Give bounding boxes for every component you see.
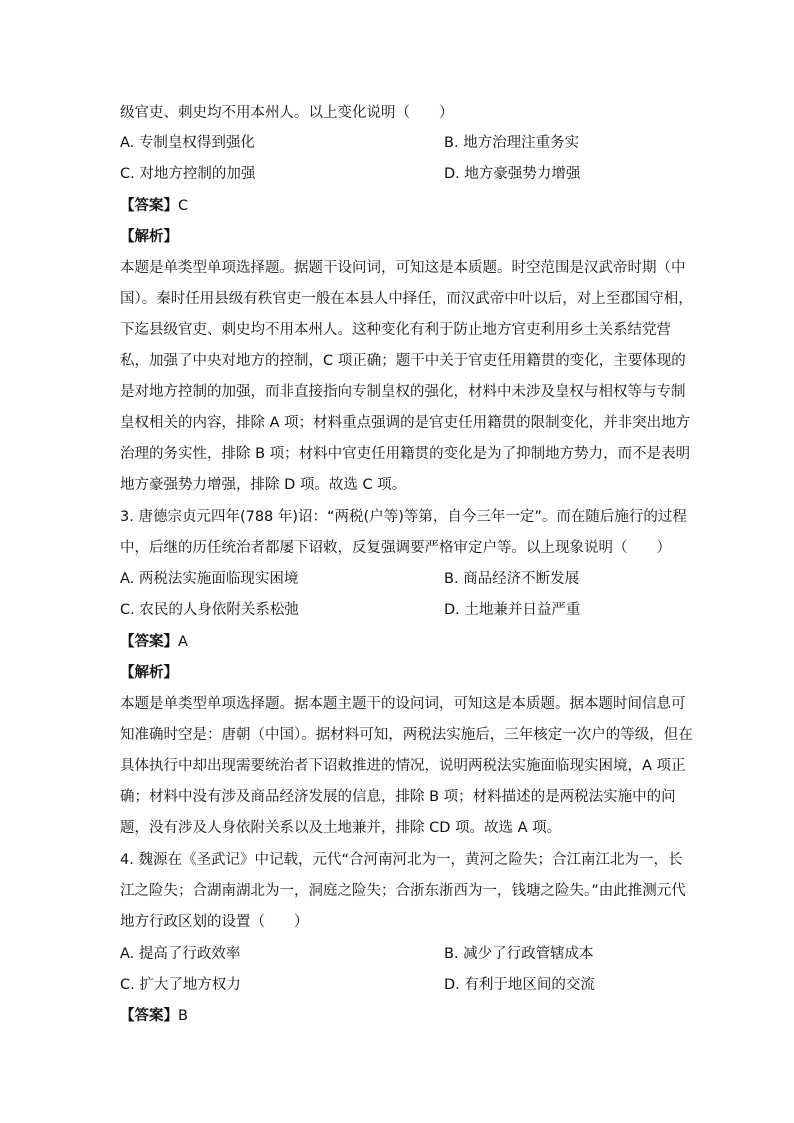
q4-option-d: D. 有利于地区间的交流 xyxy=(444,977,595,993)
q2-answer xyxy=(120,196,680,216)
q3-stem-line: 中，后继的历任统治者都屡下诏敕，反复强调要严格审定户等。以上现象说明（ ） xyxy=(120,540,671,556)
q4-answer xyxy=(120,1006,680,1026)
q4-option-b: B. 减少了行政管辖成本 xyxy=(444,946,594,962)
answer-tag: 【答案】 xyxy=(120,634,178,650)
q3-analysis-line: 确；材料中没有涉及商品经济发展的信息，排除 B 项；材料描述的是两税法实施中的问 xyxy=(120,789,676,805)
q4-option-a: A. 提高了行政效率 xyxy=(120,946,241,962)
q2-option-b: B. 地方治理注重务实 xyxy=(444,135,580,151)
q3-analysis-line: 题，没有涉及人身依附关系以及土地兼并，排除 CD 项。故选 A 项。 xyxy=(120,820,562,836)
q3-analysis-line: 知准确时空是：唐朝（中国）。据材料可知，两税法实施后，三年核定一次户的等级，但在 xyxy=(120,727,693,743)
q2-analysis-line: 私，加强了中央对地方的控制，C 项正确；题干中关于官吏任用籍贯的变化，主要体现的 xyxy=(120,353,686,369)
q3-option-c: C. 农民的人身依附关系松弛 xyxy=(120,602,299,618)
q2-analysis-line: 地方豪强势力增强，排除 D 项。故选 C 项。 xyxy=(120,477,407,493)
q2-analysis-line: 治理的务实性，排除 B 项；材料中官吏任用籍贯的变化是为了抑制地方势力，而不是表明 xyxy=(120,446,691,462)
q3-option-d: D. 土地兼并日益严重 xyxy=(444,602,581,618)
q4-stem-line: 4. 魏源在《圣武记》中记载，元代“合河南河北为一，黄河之险失；合江南江北为一，长 xyxy=(120,852,683,868)
q2-analysis-line: 国）。秦时任用县级有秩官吏一般在本县人中择任，而汉武帝中叶以后，对上至郡国守相， xyxy=(120,291,693,307)
answer-tag: 【答案】 xyxy=(120,198,178,214)
q2-analysis-line: 本题是单类型单项选择题。据题干设问词，可知这是本质题。时空范围是汉武帝时期（中 xyxy=(120,260,686,276)
answer-tag: 【答案】 xyxy=(120,1008,178,1024)
answer-value: A xyxy=(178,634,188,650)
answer-value: B xyxy=(178,1008,188,1024)
q3-analysis-line: 本题是单类型单项选择题。据本题主题干的设问词，可知这是本质题。据本题时间信息可 xyxy=(120,696,686,712)
q4-stem-line: 江之险失；合湖南湖北为一，洞庭之险失；合浙东浙西为一，钱塘之险失。”由此推测元代 xyxy=(120,883,686,899)
q2-analysis-line: 皇权相关的内容，排除 A 项；材料重点强调的是官吏任用籍贯的限制变化，并非突出地方 xyxy=(120,415,691,431)
q3-analysis-line: 具体执行中却出现需要统治者下诏敕推进的情况，说明两税法实施面临现实困境，A 项正 xyxy=(120,758,686,774)
q4-option-c: C. 扩大了地方权力 xyxy=(120,977,241,993)
q2-analysis-tag: 【解析】 xyxy=(120,229,178,245)
q3-analysis-tag: 【解析】 xyxy=(120,665,178,681)
q2-stem-continuation: 级官吏、刺史均不用本州人。以上变化说明（ ） xyxy=(120,105,454,121)
answer-value: C xyxy=(178,198,189,214)
q3-stem-line: 3. 唐德宗贞元四年(788 年)诏：“两税(户等)等第，自今三年一定”。而在随后施行的过程 xyxy=(120,509,687,525)
q4-stem-line: 地方行政区划的设置（ ） xyxy=(120,914,309,930)
q3-option-a: A. 两税法实施面临现实困境 xyxy=(120,571,299,587)
q2-analysis-line: 下迄县级官吏、刺史均不用本州人。这种变化有利于防止地方官吏利用乡土关系结党营 xyxy=(120,322,671,338)
q3-option-b: B. 商品经济不断发展 xyxy=(444,571,580,587)
q2-analysis-line: 是对地方控制的加强，而非直接指向专制皇权的强化，材料中未涉及皇权与相权等与专制 xyxy=(120,384,686,400)
q3-answer xyxy=(120,632,680,652)
q2-option-c: C. 对地方控制的加强 xyxy=(120,166,256,182)
q2-option-d: D. 地方豪强势力增强 xyxy=(444,166,581,182)
q2-option-a: A. 专制皇权得到强化 xyxy=(120,135,255,151)
